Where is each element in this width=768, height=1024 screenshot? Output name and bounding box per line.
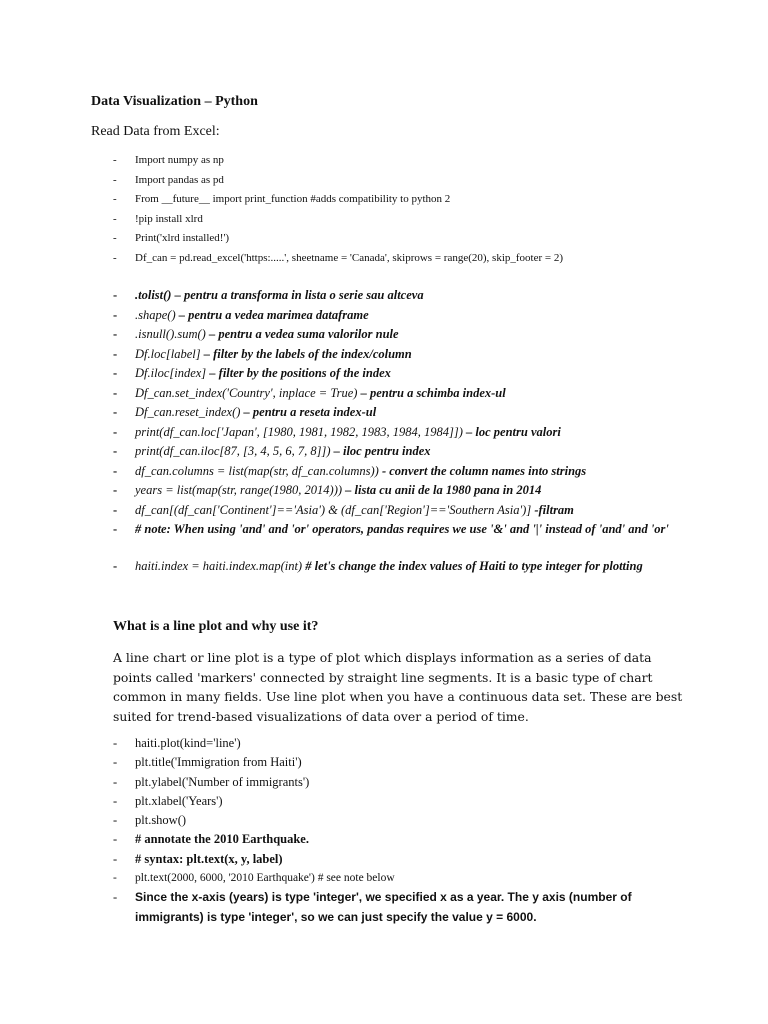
bullet-dash: -: [113, 463, 118, 478]
list-item: [113, 462, 673, 482]
line-plot-paragraph: A line chart or line plot is a type of plot which displays information as a series of data points called 'markers' connected by straight line segments. It is a basic type of chart common in many fields. Use line plot when you have a continuous data set. These are best suited for trend-based visualizations of data over a period of time.: [113, 650, 683, 724]
method-desc: – pentru a vedea marimea dataframe: [175, 307, 369, 322]
bullet-dash: -: [113, 793, 118, 808]
list-item: [113, 364, 673, 384]
list-item: [113, 190, 673, 210]
bullet-dash: -: [113, 154, 117, 166]
list-item: [113, 811, 673, 830]
code-line: plt.xlabel('Years'): [135, 793, 223, 808]
list-item: [113, 753, 673, 772]
method-code: print(df_can.iloc[87, [3, 4, 5, 6, 7, 8]]): [135, 444, 331, 458]
bullet-dash: -: [113, 251, 117, 264]
code-line: plt.show(): [135, 813, 187, 828]
method-code: Df.iloc[index]: [135, 366, 207, 380]
bullet-dash: -: [113, 559, 118, 573]
list-item: [113, 384, 673, 404]
method-code: .tolist(): [135, 288, 172, 302]
list-item: [113, 557, 673, 594]
method-desc: # let's change the index values of Haiti to type integer for plotting: [305, 559, 643, 573]
bullet-dash: -: [113, 813, 118, 828]
method-desc: – pentru a vedea suma valorilor nule: [205, 327, 399, 341]
list-item: [113, 306, 673, 326]
bullet-dash: -: [113, 522, 118, 536]
bullet-dash: -: [113, 736, 118, 750]
section-title: What is a line plot and why use it?: [113, 619, 319, 634]
list-item: [113, 442, 673, 462]
bullet-dash: -: [113, 890, 118, 905]
method-code: df_can[(df_can['Continent']=='Asia') & (df_can['Region']=='Southern Asia')]: [135, 502, 532, 517]
bullet-dash: -: [113, 444, 118, 458]
list-item: [113, 229, 673, 249]
bullet-dash: -: [113, 872, 117, 885]
method-code: Df_can.reset_index(): [135, 405, 241, 419]
bullet-dash: -: [113, 832, 118, 847]
list-item: [113, 151, 673, 171]
method-desc: # note: When using 'and' and 'or' operators, pandas requires we use '&' and '|' instead of 'and' and 'or': [135, 522, 669, 536]
method-code: haiti.index = haiti.index.map(int): [135, 559, 306, 573]
bullet-dash: -: [113, 405, 118, 419]
list-item: [113, 850, 673, 869]
page-title: Data Visualization – Python: [91, 94, 258, 109]
code-line: haiti.plot(kind='line'): [135, 736, 241, 750]
bullet-dash: -: [113, 424, 118, 439]
bullet-dash: -: [113, 212, 117, 225]
method-code: print(df_can.loc['Japan', [1980, 1981, 1982, 1983, 1984, 1984]]): [135, 424, 463, 439]
bullet-dash: -: [113, 755, 118, 770]
bullet-dash: -: [113, 307, 118, 322]
method-desc: -filtram: [531, 502, 574, 517]
read-data-heading: Read Data from Excel:: [91, 124, 220, 139]
note-text: Since the x-axis (years) is type 'integer', we specified x as a year. The y axis (number of immigrants) is type 'integer', so we can just specify the value y = 6000.: [135, 890, 632, 924]
method-desc: – loc pentru valori: [462, 424, 561, 439]
method-code: df_can.columns = list(map(str, df_can.columns)): [135, 463, 379, 478]
list-item: [113, 403, 673, 423]
bullet-dash: -: [113, 385, 118, 400]
list-item: [113, 481, 673, 501]
bullet-dash: -: [113, 502, 118, 517]
bullet-dash: -: [113, 483, 118, 497]
list-item: [113, 734, 673, 753]
method-desc: – pentru a schimba index-ul: [357, 385, 506, 400]
list-item: [113, 773, 673, 792]
bullet-dash: -: [113, 232, 117, 245]
code-line: plt.title('Immigration from Haiti'): [135, 755, 302, 770]
method-desc: – pentru a reseta index-ul: [240, 405, 377, 419]
import-list: [113, 151, 673, 269]
methods-list: [113, 286, 673, 594]
list-item-text: !pip install xlrd: [135, 212, 203, 225]
method-desc: – pentru a transforma in lista o serie sau altceva: [171, 288, 424, 302]
method-code: .isnull().sum(): [135, 327, 206, 341]
method-code: .shape(): [135, 307, 176, 322]
list-item: [113, 792, 673, 811]
bullet-dash: -: [113, 193, 117, 206]
method-desc: – filter by the positions of the index: [206, 366, 391, 380]
bullet-dash: -: [113, 366, 118, 380]
list-item: [113, 830, 673, 849]
list-item: [113, 501, 673, 521]
code-line: plt.text(2000, 6000, '2010 Earthquake'): [135, 872, 315, 885]
method-desc: – filter by the labels of the index/column: [200, 346, 412, 361]
code-note: # see note below: [314, 872, 395, 885]
list-item-text: From __future__ import print_function #adds compatibility to python 2: [135, 193, 451, 206]
list-item: [113, 325, 673, 345]
list-item: [113, 869, 673, 888]
list-item-text: Import numpy as np: [135, 154, 224, 166]
list-item: [113, 286, 673, 306]
method-code: years = list(map(str, range(1980, 2014))): [135, 483, 343, 497]
list-item: [113, 210, 673, 230]
list-item-text: Print('xlrd installed!'): [135, 232, 230, 245]
bullet-dash: -: [113, 346, 118, 361]
method-code: Df_can.set_index('Country', inplace = True): [135, 385, 358, 400]
method-desc: - convert the column names into strings: [378, 463, 587, 478]
method-code: Df.loc[label]: [135, 346, 201, 361]
plot-code-list: [113, 734, 673, 928]
bullet-dash: -: [113, 851, 118, 866]
list-item: [113, 345, 673, 365]
bullet-dash: -: [113, 774, 118, 789]
list-item: [113, 423, 673, 443]
list-item-text: Df_can = pd.read_excel('https:.....', sheetname = 'Canada', skiprows = range(20), skip_footer = 2): [135, 251, 564, 264]
list-item-text: Import pandas as pd: [135, 173, 224, 186]
code-line: plt.ylabel('Number of immigrants'): [135, 774, 310, 789]
bullet-dash: -: [113, 173, 117, 186]
code-comment: # syntax: plt.text(x, y, label): [135, 851, 283, 866]
method-desc: – iloc pentru index: [330, 444, 431, 458]
bullet-dash: -: [113, 288, 118, 302]
list-item: [113, 888, 673, 928]
method-desc: – lista cu anii de la 1980 pana in 2014: [342, 483, 542, 497]
code-comment: # annotate the 2010 Earthquake.: [135, 832, 309, 847]
list-item: [113, 249, 673, 269]
list-item: [113, 171, 673, 191]
bullet-dash: -: [113, 327, 118, 341]
list-item: [113, 520, 673, 557]
